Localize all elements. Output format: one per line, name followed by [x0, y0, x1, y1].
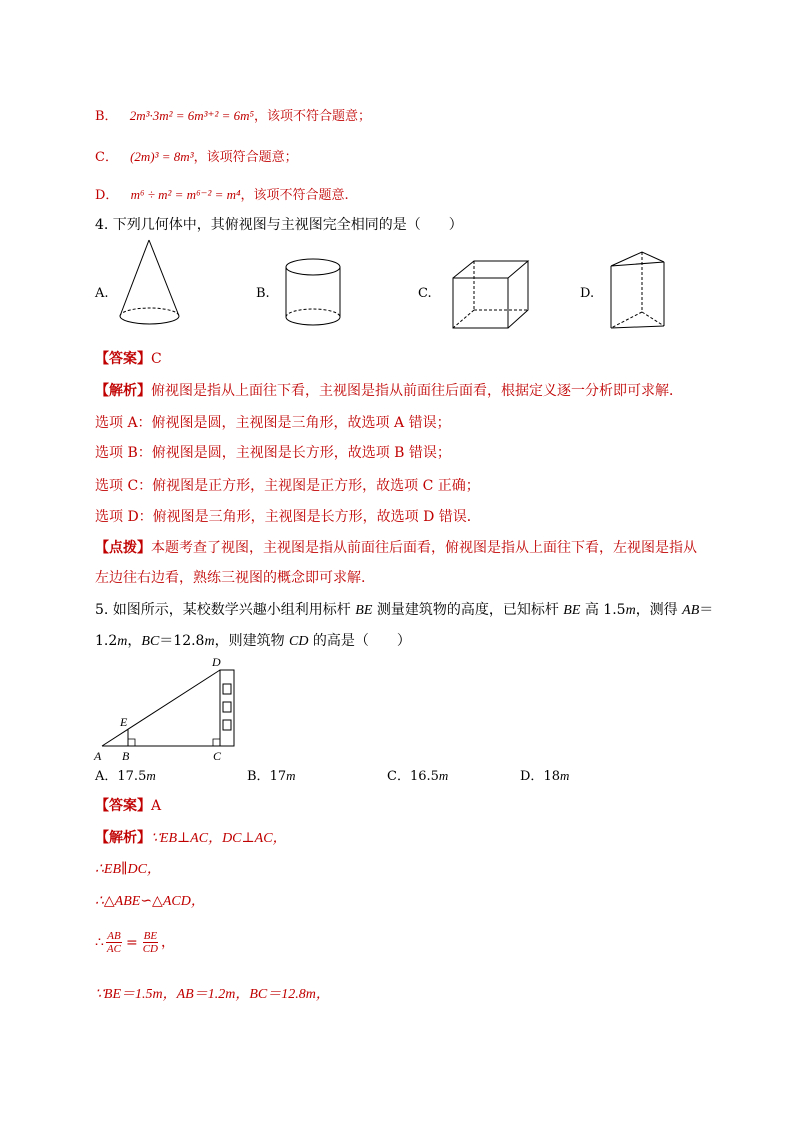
q5-stem-line1: 5. 如图所示，某校数学兴趣小组利用标杆 BE 测量建筑物的高度，已知标杆 BE 高 1.5m，测得 AB＝ [95, 602, 714, 618]
math-expression: m⁶ ÷ m² = m⁶⁻² = m⁴ [130, 187, 241, 202]
q5-answer: 【答案】A [95, 798, 162, 814]
math-expression: 2m³·3m² = 6m³⁺² = 6m⁵ [129, 108, 255, 123]
q5-analysis-line5: ∵BE＝1.5m，AB＝1.2m，BC＝12.8m， [95, 987, 330, 1002]
q4-item-d: 选项 D：俯视图是三角形，主视图是长方形，故选项 D 错误． [95, 509, 481, 525]
q5-option-c: C．16.5m [387, 768, 449, 784]
q4-option-b-label: B. [256, 286, 270, 301]
q5-analysis-line3: ∴△ABE∽△ACD， [95, 894, 205, 909]
fraction-ab-ac: $\frac{AB}{AC}$ [106, 930, 121, 955]
q5-analysis-line1: 【解析】∵EB⊥AC，DC⊥AC， [95, 830, 287, 846]
fraction-be-cd: $\frac{BE}{CD}$ [142, 930, 158, 955]
cone-icon [115, 238, 185, 330]
q4-analysis: 【解析】俯视图是指从上面往下看，主视图是指从前面往后面看，根据定义逐一分析即可求解． [95, 383, 683, 399]
point-d-label: D [212, 655, 221, 669]
q4-answer: 【答案】C [95, 351, 162, 367]
triangular-prism-icon [608, 250, 670, 332]
point-c-label: C [213, 749, 222, 763]
cube-icon [448, 258, 534, 332]
q5-option-d: D．18m [520, 768, 570, 784]
q5-option-a: A．17.5m [95, 768, 156, 784]
point-e-label: E [120, 715, 128, 729]
prev-option-d: D． m⁶ ÷ m² = m⁶⁻² = m⁴，该项不符合题意. [95, 187, 349, 203]
q4-option-a-label: A. [95, 286, 109, 301]
prev-option-c: C． (2m)³ = 8m³，该项符合题意； [95, 149, 298, 165]
q5-geometry-figure [92, 652, 242, 766]
q4-tip-line1: 【点拨】本题考查了视图，主视图是指从前面往后面看，俯视图是指从上面往下看，左视图是指从 [95, 540, 697, 556]
q4-option-c-label: C. [418, 286, 432, 301]
q4-item-a: 选项 A：俯视图是圆，主视图是三角形，故选项 A 错误； [95, 415, 451, 431]
q4-stem: 4. 下列几何体中，其俯视图与主视图完全相同的是（ ） [95, 217, 463, 233]
point-b-label: B [122, 749, 130, 763]
point-a-label: A [94, 749, 102, 763]
q4-tip-line2: 左边往右边看，熟练三视图的概念即可求解. [95, 570, 366, 586]
q5-analysis-line2: ∴EB∥DC， [95, 862, 161, 877]
q4-item-b: 选项 B：俯视图是圆，主视图是长方形，故选项 B 错误； [95, 445, 451, 461]
prev-option-b: B． 2m³·3m² = 6m³⁺² = 6m⁵，该项不符合题意； [95, 108, 372, 124]
q4-option-d-label: D. [580, 286, 595, 301]
q5-analysis-ratio: ∴ $\frac{AB}{AC}$ = $\frac{BE}{CD}$ ， [95, 930, 175, 955]
q4-item-c: 选项 C：俯视图是正方形，主视图是正方形，故选项 C 正确； [95, 478, 480, 494]
q5-option-b: B．17m [247, 768, 296, 784]
math-expression: (2m)³ = 8m³ [130, 149, 194, 164]
cylinder-icon [280, 255, 346, 331]
q5-stem-line2: 1.2m，BC＝12.8m，则建筑物 CD 的高是（ ） [95, 633, 411, 649]
